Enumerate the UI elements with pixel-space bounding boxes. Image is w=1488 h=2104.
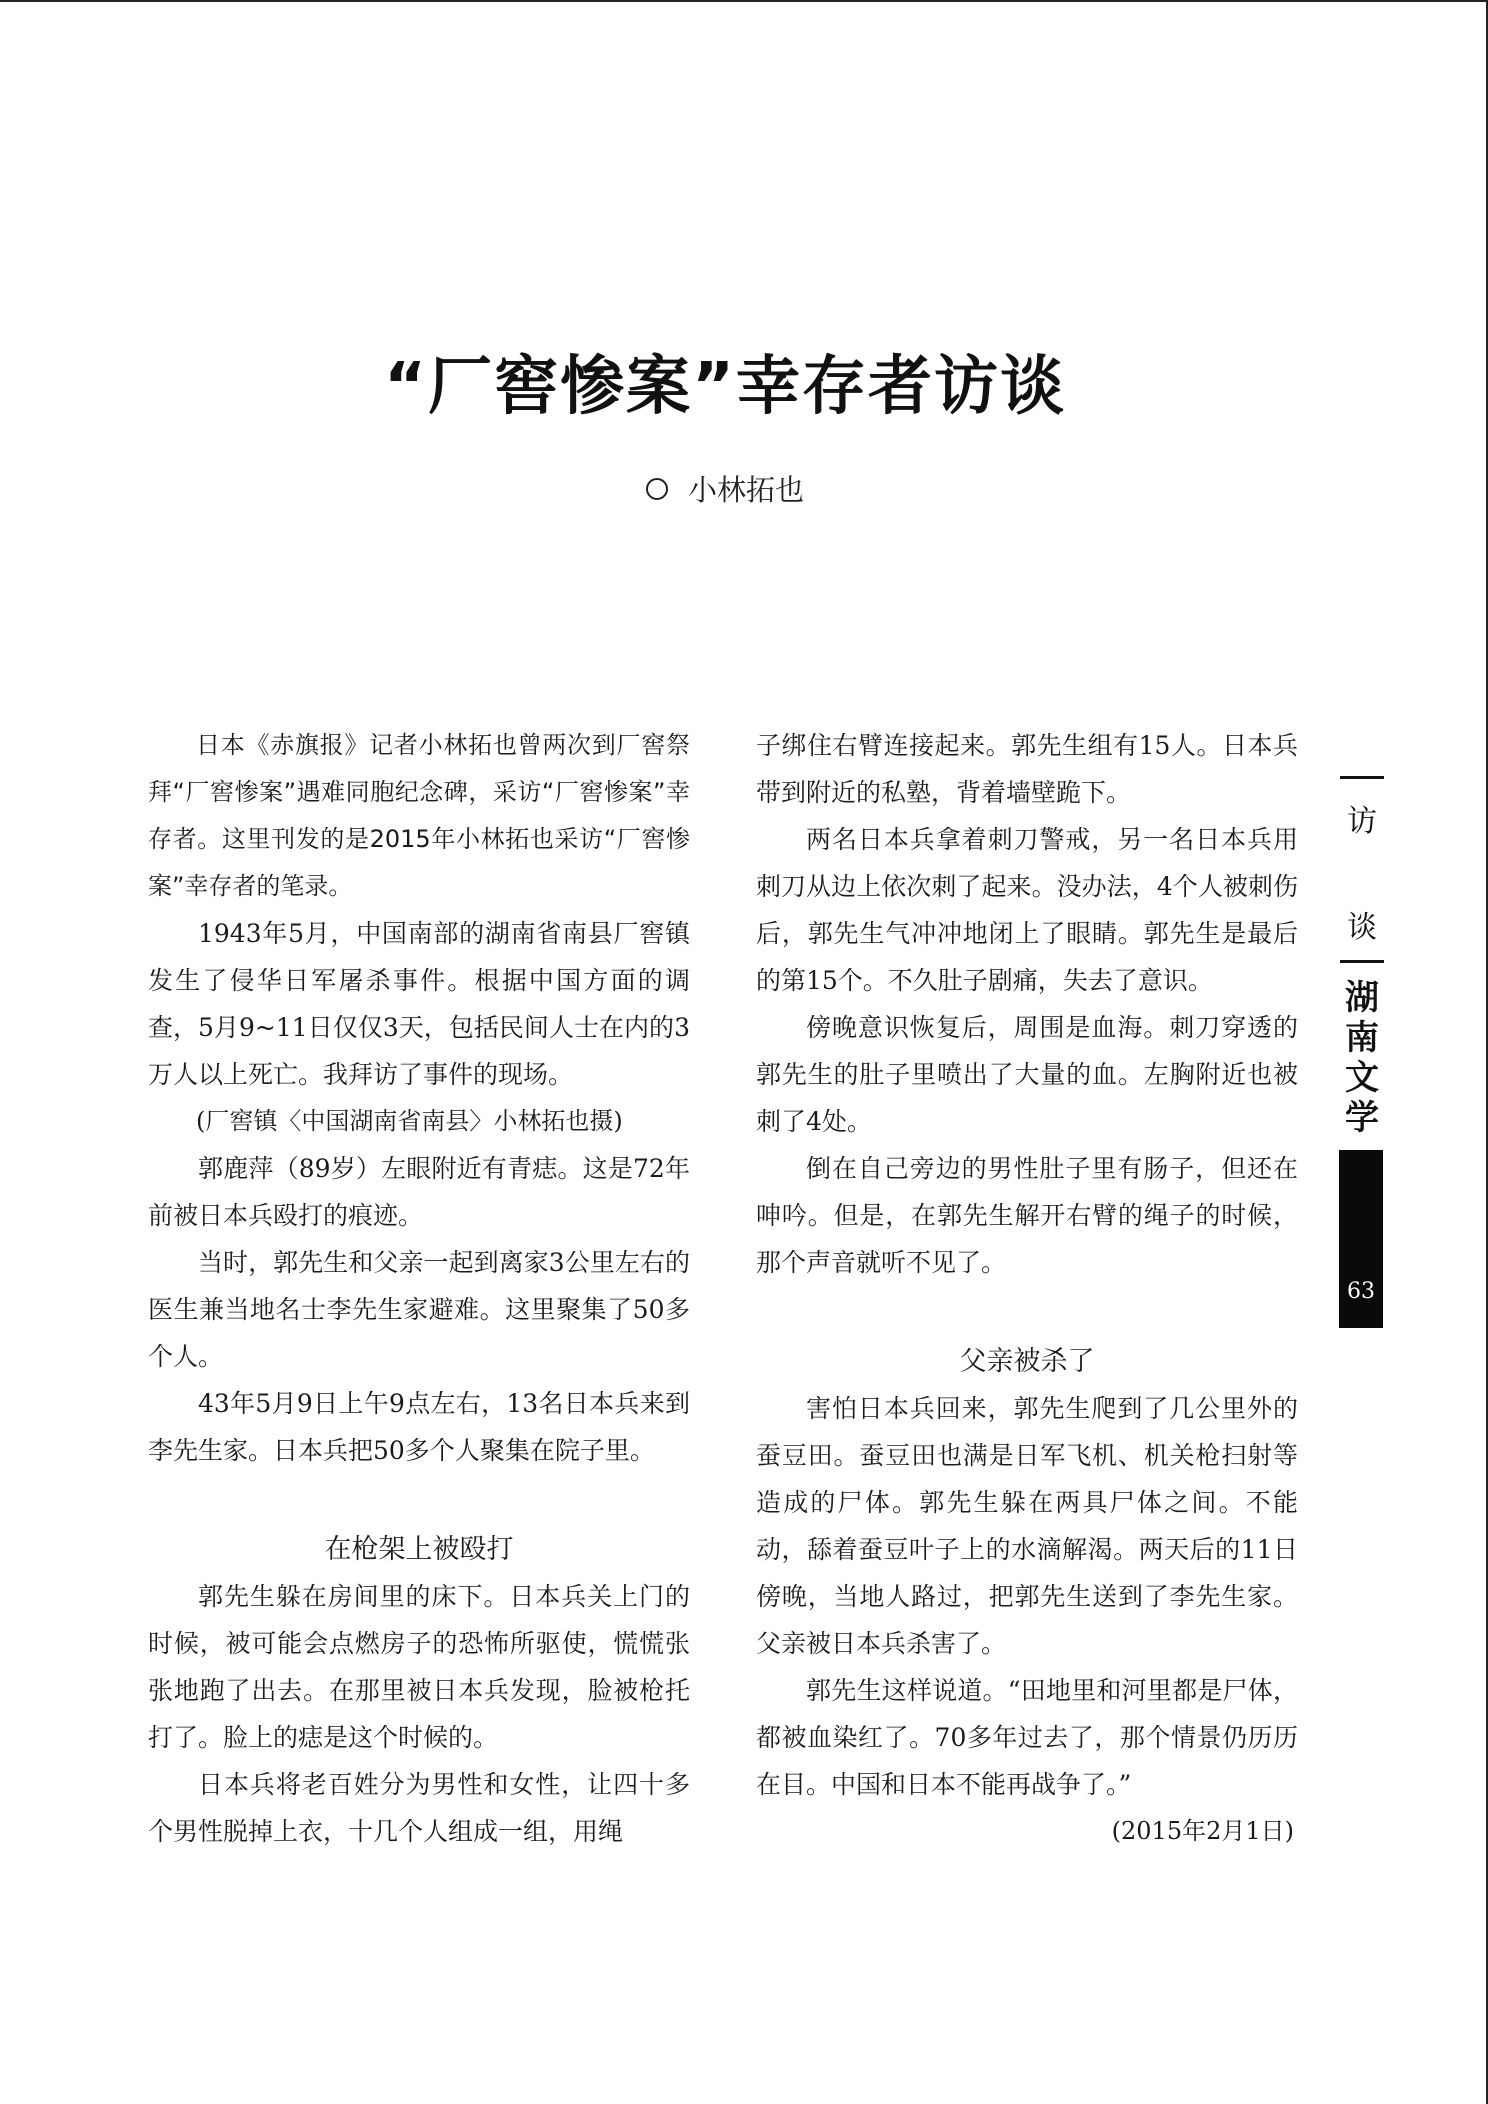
right-column bbox=[756, 722, 1298, 1855]
body-paragraph: 日本兵将老百姓分为男性和女性，让四十多个男性脱掉上衣，十几个人组成一组，用绳 bbox=[148, 1770, 690, 1846]
journal-char: 湖 bbox=[1345, 978, 1379, 1018]
intro-paragraph: 日本《赤旗报》记者小林拓也曾两次到厂窖祭拜“厂窖惨案”遇难同胞纪念碑，采访“厂窖惨案”幸存者。这里刊发的是2015年小林拓也采访“厂窖惨案”幸存者的笔录。 bbox=[148, 731, 690, 900]
sidebar-rule bbox=[1340, 960, 1384, 963]
body-paragraph: 郭先生这样说道。“田地里和河里都是尸体，都被血染红了。70多年过去了，那个情景仍历历在目。中国和日本不能再战争了。” bbox=[756, 1676, 1298, 1799]
body-paragraph: 43年5月9日上午9点左右，13名日本兵来到李先生家。日本兵把50多个人聚集在院子里。 bbox=[148, 1389, 690, 1465]
body-paragraph: 郭先生躲在房间里的床下。日本兵关上门的时候，被可能会点燃房子的恐怖所驱使，慌慌张张地跑了出去。在那里被日本兵发现，脸被枪托打了。脸上的痣是这个时候的。 bbox=[148, 1582, 690, 1752]
page-tab bbox=[1339, 1150, 1383, 1328]
body-paragraph: 当时，郭先生和父亲一起到离家3公里左右的医生兼当地名士李先生家避难。这里聚集了50多个人。 bbox=[148, 1248, 690, 1371]
article-title: “厂窖惨案”幸存者访谈 bbox=[383, 350, 1067, 424]
sidebar-rule bbox=[1340, 776, 1384, 779]
article-date: (2015年2月1日) bbox=[1111, 1817, 1294, 1845]
author-name: 小林拓也 bbox=[687, 473, 804, 507]
journal-name bbox=[1340, 978, 1384, 1138]
section-label-char: 访 bbox=[1347, 804, 1377, 839]
body-paragraph: 郭鹿萍（89岁）左眼附近有青痣。这是72年前被日本兵殴打的痕迹。 bbox=[148, 1154, 690, 1230]
body-paragraph: 傍晚意识恢复后，周围是血海。刺刀穿透的郭先生的肚子里喷出了大量的血。左胸附近也被刺了4处。 bbox=[756, 1013, 1298, 1136]
body-paragraph: 害怕日本兵回来，郭先生爬到了几公里外的蚕豆田。蚕豆田也满是日军飞机、机关枪扫射等造成的尸体。郭先生躲在两具尸体之间。不能动，舔着蚕豆叶子上的水滴解渴。两天后的11日傍晚，当地人路过，把郭先生送到了李先生家。父亲被日本兵杀害了。 bbox=[756, 1394, 1298, 1658]
byline bbox=[0, 468, 1450, 509]
photo-caption: (厂窖镇〈中国湖南省南县〉小林拓也摄) bbox=[196, 1107, 623, 1135]
circle-icon bbox=[646, 478, 668, 500]
journal-char: 南 bbox=[1345, 1018, 1379, 1058]
page-number: 63 bbox=[1347, 1279, 1375, 1304]
body-paragraph: 两名日本兵拿着刺刀警戒，另一名日本兵用刺刀从边上依次刺了起来。没办法，4个人被刺伤后，郭先生气冲冲地闭上了眼睛。郭先生是最后的第15个。不久肚子剧痛，失去了意识。 bbox=[756, 825, 1298, 995]
section-heading: 在枪架上被殴打 bbox=[324, 1534, 514, 1565]
body-paragraph: 倒在自己旁边的男性肚子里有肠子，但还在呻吟。但是，在郭先生解开右臂的绳子的时候，那个声音就听不见了。 bbox=[756, 1154, 1298, 1277]
body-paragraph: 1943年5月，中国南部的湖南省南县厂窖镇发生了侵华日军屠杀事件。根据中国方面的调查，5月9~11日仅仅3天，包括民间人士在内的3万人以上死亡。我拜访了事件的现场。 bbox=[148, 919, 690, 1089]
journal-char: 文 bbox=[1345, 1058, 1379, 1098]
body-paragraph: 子绑住右臂连接起来。郭先生组有15人。日本兵带到附近的私塾，背着墙壁跪下。 bbox=[756, 731, 1298, 807]
section-label-char: 谈 bbox=[1347, 910, 1377, 945]
section-heading: 父亲被杀了 bbox=[959, 1346, 1095, 1377]
left-column bbox=[148, 722, 690, 1855]
journal-char: 学 bbox=[1345, 1098, 1379, 1138]
